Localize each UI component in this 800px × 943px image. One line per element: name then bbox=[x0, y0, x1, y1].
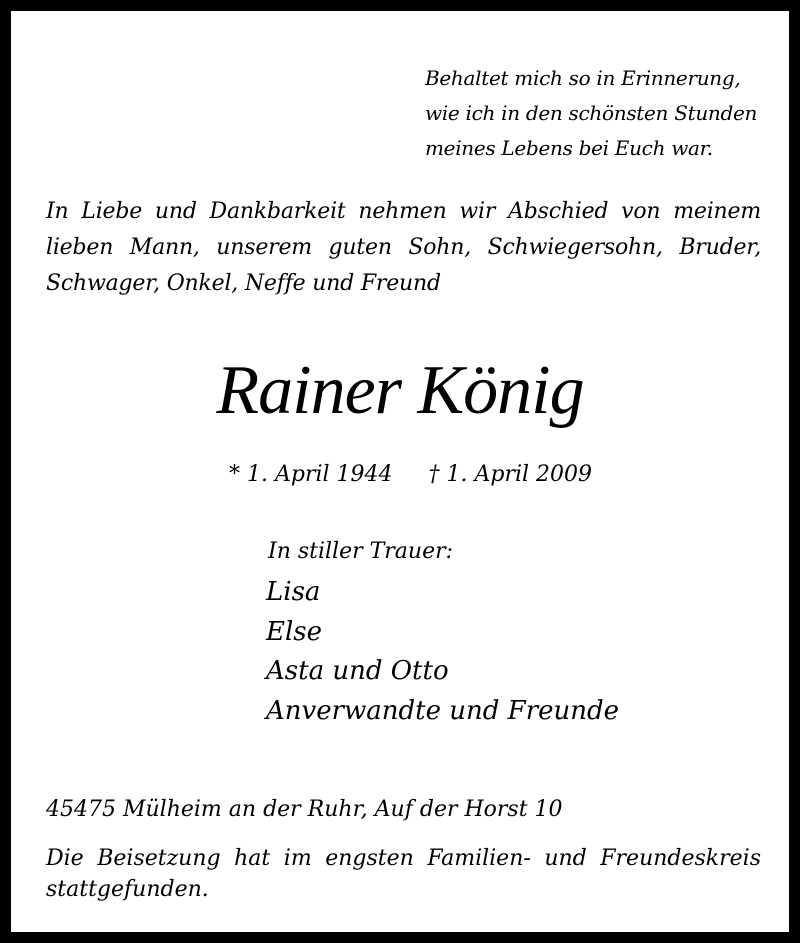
mourner-name: Lisa bbox=[266, 577, 321, 607]
quote-line: meines Lebens bei Euch war. bbox=[425, 136, 713, 160]
birth-date: * 1. April 1944 bbox=[229, 462, 393, 487]
mourner-name: Anverwandte und Freunde bbox=[266, 695, 620, 726]
funeral-note bbox=[46, 843, 761, 905]
farewell-line: In Liebe und Dankbarkeit nehmen wir Abschied von meinem bbox=[46, 199, 761, 224]
life-dates bbox=[229, 457, 592, 493]
farewell-paragraph bbox=[46, 194, 761, 302]
quote-line: wie ich in den schönsten Stunden bbox=[425, 101, 758, 125]
farewell-line: lieben Mann, unserem guten Sohn, Schwiegersohn, Bruder, bbox=[46, 235, 761, 260]
mourners-list bbox=[266, 573, 619, 731]
deceased-name: Rainer König bbox=[216, 352, 584, 429]
funeral-line: Die Beisetzung hat im engsten Familien- und Freundeskreis bbox=[46, 846, 761, 871]
memorial-quote bbox=[425, 61, 785, 166]
family-address: 45475 Mülheim an der Ruhr, Auf der Horst 10 bbox=[46, 797, 563, 822]
funeral-line: stattgefunden. bbox=[46, 877, 209, 902]
farewell-line: Schwager, Onkel, Neffe und Freund bbox=[46, 271, 441, 296]
mourner-name: Asta und Otto bbox=[266, 656, 449, 686]
death-date: † 1. April 2009 bbox=[428, 462, 593, 487]
quote-line: Behaltet mich so in Erinnerung, bbox=[425, 66, 741, 90]
mourner-name: Else bbox=[266, 616, 323, 647]
mourning-label: In stiller Trauer: bbox=[268, 539, 454, 564]
